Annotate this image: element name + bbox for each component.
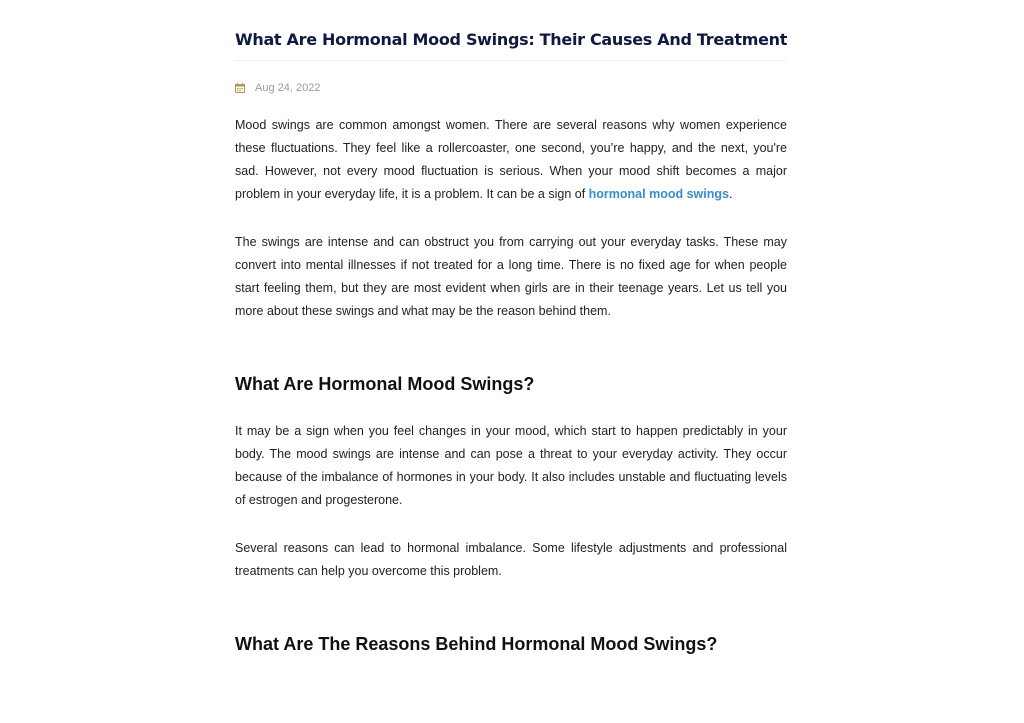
paragraph-text: Mood swings are common amongst women. There are several reasons why women experience these fluctuations. They feel like a rollercoaster, one second, you’re happy, and the next, you're sad. However, not every mood fluctuation is serious. When your mood shift becomes a major problem in your everyday life, it is a problem. It can be a sign of: [235, 118, 787, 201]
post-date: Aug 24, 2022: [255, 82, 321, 94]
paragraph: It may be a sign when you feel changes in your mood, which start to happen predictably in your body. The mood swings are intense and can pose a threat to your everyday activity. They occur because of the imbalance of hormones in your body. It also includes unstable and fluctuating levels of estrogen and progesterone.: [235, 424, 787, 507]
post-title: What Are Hormonal Mood Swings: Their Causes And Treatment: [235, 0, 787, 61]
hormonal-mood-swings-link[interactable]: hormonal mood swings: [588, 187, 729, 201]
paragraph-end: .: [728, 187, 733, 201]
section-heading: What Are Hormonal Mood Swings?: [235, 374, 535, 394]
section-heading: What Are The Reasons Behind Hormonal Mood Swings?: [235, 634, 718, 654]
post-meta: [235, 81, 787, 95]
paragraph: The swings are intense and can obstruct you from carrying out your everyday tasks. These may convert into mental illnesses if not treated for a long time. There is no fixed age for when people start feeling them, but they are most evident when girls are in their teenage years. Let us tell you more about these swings and what may be the reason behind them.: [235, 235, 787, 318]
calendar-icon: [235, 83, 245, 93]
paragraph: Several reasons can lead to hormonal imbalance. Some lifestyle adjustments and professional treatments can help you overcome this problem.: [235, 541, 787, 578]
paragraph: [235, 114, 787, 206]
article: [235, 0, 787, 655]
